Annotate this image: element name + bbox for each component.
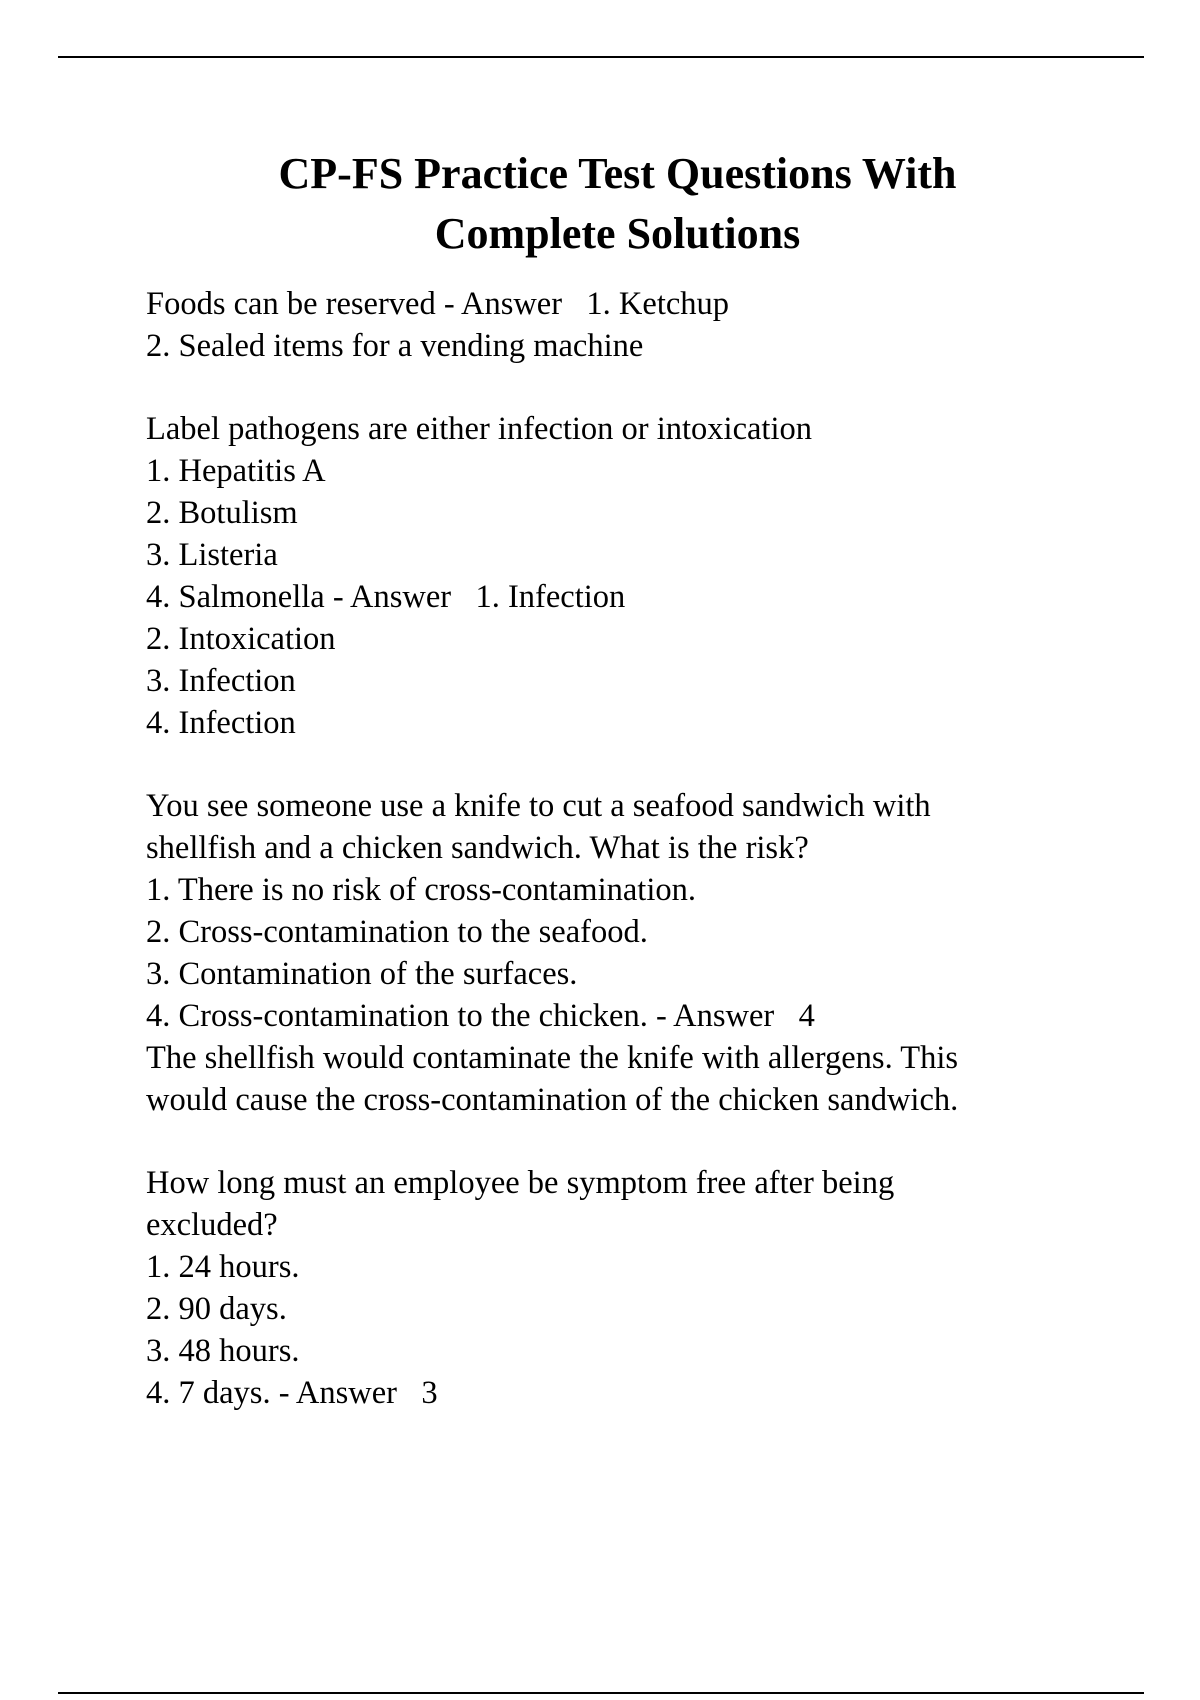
- text-line: shellfish and a chicken sandwich. What is the risk?: [146, 830, 809, 866]
- text-line: 3. 48 hours.: [146, 1333, 300, 1369]
- title-line-2: Complete Solutions: [434, 209, 801, 258]
- text-line: 2. Sealed items for a vending machine: [146, 328, 644, 364]
- text-line: excluded?: [146, 1207, 278, 1243]
- text-line: 1. Hepatitis A: [146, 453, 326, 489]
- text-line: 1. 24 hours.: [146, 1249, 300, 1285]
- document-body: [146, 283, 1146, 1455]
- text-line: How long must an employee be symptom free after being: [146, 1165, 895, 1201]
- document-title: [0, 144, 1200, 264]
- text-line: Label pathogens are either infection or intoxication: [146, 411, 812, 447]
- question-block-1: [146, 283, 1146, 367]
- text-line: 4. Cross-contamination to the chicken. - Answer 4: [146, 998, 815, 1034]
- question-block-2: [146, 408, 1146, 744]
- text-line: 3. Listeria: [146, 537, 278, 573]
- question-block-4: [146, 1162, 1146, 1414]
- text-line: 2. Intoxication: [146, 621, 336, 657]
- question-block-3: [146, 785, 1146, 1121]
- header-rule: [58, 56, 1144, 58]
- text-line: 4. Salmonella - Answer 1. Infection: [146, 579, 626, 615]
- text-line: You see someone use a knife to cut a seafood sandwich with: [146, 788, 931, 824]
- footer-rule: [58, 1692, 1144, 1694]
- text-line: 3. Contamination of the surfaces.: [146, 956, 578, 992]
- text-line: 3. Infection: [146, 663, 296, 699]
- text-line: 2. Botulism: [146, 495, 298, 531]
- text-line: would cause the cross-contamination of the chicken sandwich.: [146, 1082, 959, 1118]
- text-line: 1. There is no risk of cross-contamination.: [146, 872, 696, 908]
- text-line: 4. 7 days. - Answer 3: [146, 1375, 438, 1411]
- text-line: The shellfish would contaminate the knife with allergens. This: [146, 1040, 959, 1076]
- title-line-1: CP-FS Practice Test Questions With: [278, 149, 957, 198]
- text-line: 4. Infection: [146, 705, 296, 741]
- text-line: 2. Cross-contamination to the seafood.: [146, 914, 648, 950]
- text-line: 2. 90 days.: [146, 1291, 287, 1327]
- text-line: Foods can be reserved - Answer 1. Ketchup: [146, 286, 730, 322]
